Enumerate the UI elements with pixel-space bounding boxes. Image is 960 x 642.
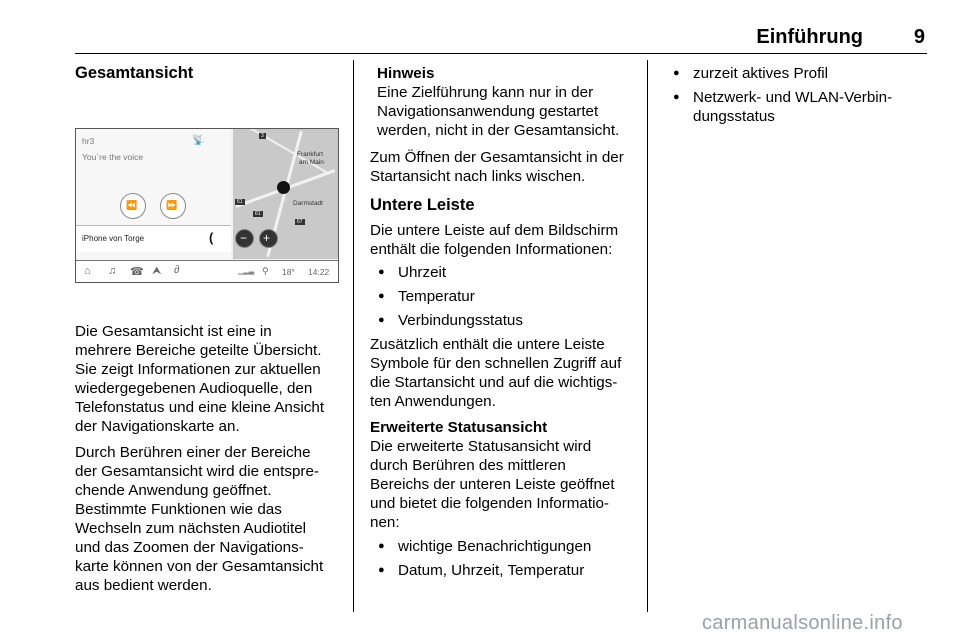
text-line: Zusätzlich enthält die untere Leiste [370,336,605,353]
map-route-badge: 61 [255,211,261,217]
section-heading-gesamtansicht: Gesamtansicht [75,64,194,82]
text-line: Symbole für den schnellen Zugriff auf [370,355,622,372]
text-line: Die Gesamtansicht ist eine in [75,323,272,340]
signal-icon: ▁▂▃ [238,268,255,275]
list-item: ● Uhrzeit [370,263,642,282]
left-column-text [75,322,353,602]
music-icon: ♫ [108,265,117,277]
paragraph-open [370,148,642,186]
extended-status-list [370,537,642,580]
text-line: der Gesamtansicht wird die entspre- [75,463,319,480]
header-rule [75,53,927,54]
note-box [370,64,642,140]
map-route-badge: 3 [261,133,264,139]
bottom-bar [76,260,338,283]
app-icon: ∂ [174,264,180,276]
paragraph-touch [75,443,353,595]
map-route-badge: 67 [297,219,303,225]
map-city-darmstadt: Darmstadt [293,200,323,207]
text-line: Eine Zielführung kann nur in der [377,84,594,101]
pin-icon: ⚲ [262,266,269,276]
phone-icon: ( [209,230,214,245]
text-line: werden, nicht in der Gesamtansicht. [377,122,620,139]
text-line: Die untere Leiste auf dem Bildschirm [370,222,619,239]
extended-status-list-continued [665,64,927,126]
list-item: ● wichtige Benachrichtigungen [370,537,642,556]
text-line: nen: [370,514,400,531]
zoom-out-icon: − [240,231,248,245]
text-line: Zum Öffnen der Gesamtansicht in der [370,149,624,166]
text-line: ten Anwendungen. [370,393,496,410]
text-line: mehrere Bereiche geteilte Übersicht. [75,342,322,359]
text-line: Bereichs der unteren Leiste geöffnet [370,476,615,493]
previous-icon: ⏪ [126,200,138,210]
map-panel [233,129,338,259]
map-city-frankfurt: Frankfurt [297,151,324,158]
left-column [75,64,350,97]
text-line: der Navigationskarte an. [75,418,240,435]
paragraph-extended-status [370,437,642,532]
zoom-out-button [235,229,254,248]
text-line: die Startansicht und auf die wichtigs- [370,374,618,391]
list-item-text: zurzeit aktives Profil [693,65,829,82]
bottom-bar-info-list [370,263,642,330]
text-line: Sie zeigt Informationen zur aktuellen [75,361,321,378]
paragraph-bottom-bar [370,221,642,259]
section-heading-untere-leiste: Untere Leiste [370,196,475,214]
note-title: Hinweis [377,65,435,82]
list-item [665,88,927,126]
list-item [665,64,927,83]
next-icon: ⏩ [166,200,178,210]
next-track-button [160,193,186,219]
paragraph-intro [75,322,353,436]
list-item: ● Temperatur [370,287,642,306]
right-column [665,64,927,131]
zoom-in-button [259,229,278,248]
bottom-time: 14:22 [308,267,330,277]
text-line: Durch Berühren einer der Bereiche [75,444,311,461]
list-item: ● Verbindungsstatus [370,311,642,330]
list-item-text: ● Netzwerk- und WLAN-Verbin- [693,89,893,106]
text-line: karte können von der Gesamtansicht [75,558,324,575]
column-divider-2 [647,60,648,612]
subheading-erweiterte-statusansicht: Erweiterte Statusansicht [370,419,548,436]
chapter-title: Einführung [756,26,863,48]
text-line: Startansicht nach links wischen. [370,168,586,185]
text-line: aus bedient werden. [75,577,212,594]
home-icon: ⌂ [84,265,91,277]
phone-label: iPhone von Torge [82,234,145,243]
paragraph-symbols [370,335,642,411]
column-divider-1 [353,60,354,612]
station-slogan: You´re the voice [82,152,144,162]
phone-panel [76,225,231,252]
navigation-icon: ⮝ [152,265,162,277]
zoom-in-icon: + [263,231,271,245]
page-number: 9 [913,26,925,48]
watermark: carmanualsonline.info [702,612,903,634]
text-line: und bietet die folgenden Informatio- [370,495,609,512]
text-line: Wechseln zum nächsten Audiotitel [75,520,307,537]
previous-track-button [120,193,146,219]
text-line: Bestimmte Funktionen wie das [75,501,282,518]
text-line: durch Berühren des mittleren [370,457,566,474]
radio-tower-icon: 📡 [192,135,205,146]
text-line: Telefonstatus und eine kleine Ansicht [75,399,325,416]
bottom-temperature: 18° [282,267,295,277]
phone-app-icon: ☎ [130,266,144,278]
text-line: Navigationsanwendung gestartet [377,103,599,120]
text-line: wiedergegebenen Audioquelle, den [75,380,313,397]
map-route-badge: 61 [237,199,243,205]
text-line: und das Zoomen der Navigations- [75,539,304,556]
page-header [75,26,927,52]
middle-column [370,64,642,585]
infotainment-screen-illustration [75,128,339,283]
text-line: chende Anwendung geöffnet. [75,482,272,499]
position-marker-icon [277,181,290,194]
list-item-text: dungsstatus [693,108,775,125]
station-name: hr3 [82,136,95,146]
text-line: enthält die folgenden Informationen: [370,241,613,258]
list-item: ● Datum, Uhrzeit, Temperatur [370,561,642,580]
map-city-frankfurt-2: am Main [299,159,324,166]
text-line: Die erweiterte Statusansicht wird [370,438,592,455]
